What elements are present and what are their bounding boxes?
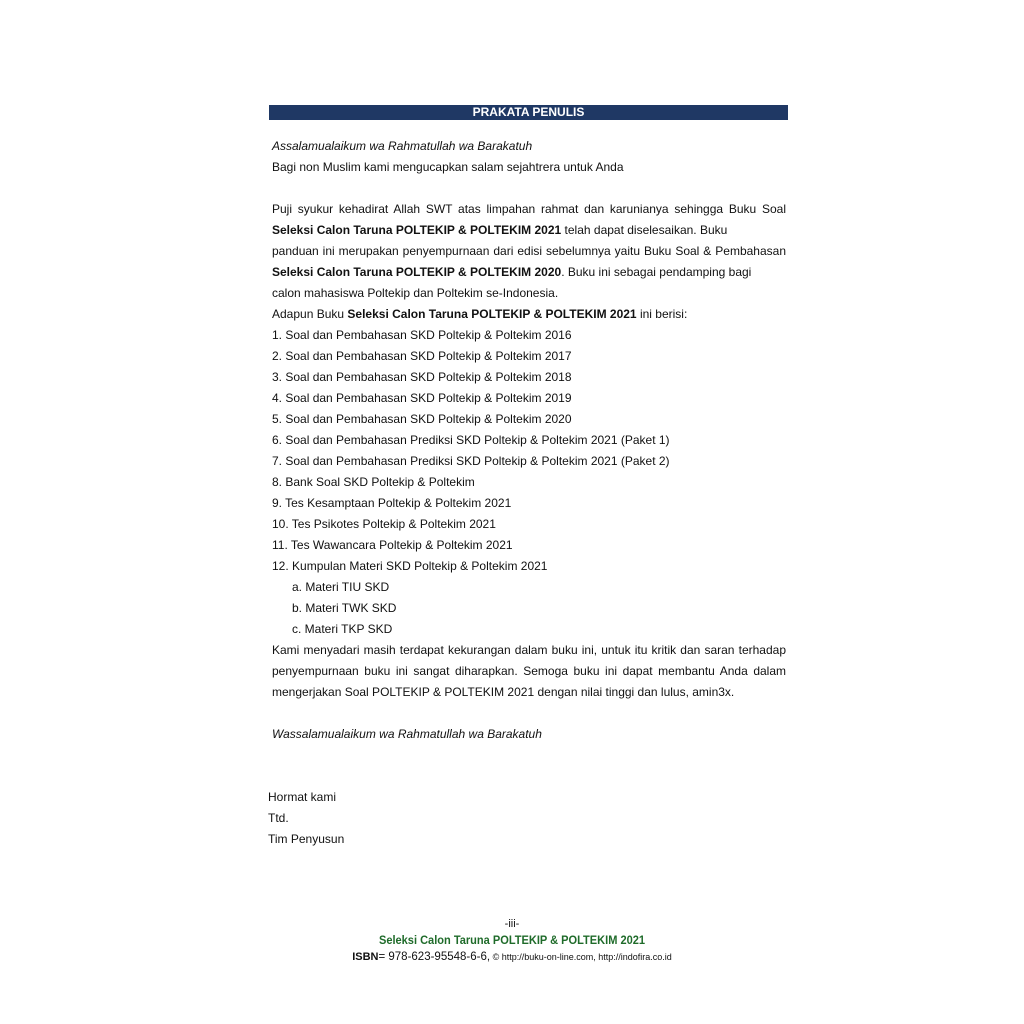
list-item: 6. Soal dan Pembahasan Prediksi SKD Poltekip & Poltekim 2021 (Paket 1) <box>272 433 670 447</box>
signature-signed: Ttd. <box>268 811 289 825</box>
book-title-2021: Seleksi Calon Taruna POLTEKIP & POLTEKIM 2021 <box>272 223 562 237</box>
footer-book-title: Seleksi Calon Taruna POLTEKIP & POLTEKIM 2021 <box>378 933 646 947</box>
sublist-item: b. Materi TWK SKD <box>292 601 397 615</box>
paragraph-1-line-4 <box>272 265 786 279</box>
page-title: PRAKATA PENULIS <box>269 105 788 120</box>
paragraph-1-line-2 <box>272 223 786 237</box>
list-item: 7. Soal dan Pembahasan Prediksi SKD Poltekip & Poltekim 2021 (Paket 2) <box>272 454 670 468</box>
contents-intro <box>272 307 786 321</box>
book-title-2020: Seleksi Calon Taruna POLTEKIP & POLTEKIM 2020 <box>272 265 562 279</box>
footer-isbn <box>0 951 1024 964</box>
paragraph-1-line-4-rest: . Buku ini sebagai pendamping bagi <box>561 265 752 279</box>
paragraph-1-line-1: Puji syukur kehadirat Allah SWT atas limpahan rahmat dan karunianya sehingga Buku Soal <box>272 202 786 216</box>
greeting: Assalamualaikum wa Rahmatullah wa Barakatuh <box>272 139 533 153</box>
contents-intro-book-title: Seleksi Calon Taruna POLTEKIP & POLTEKIM 2021 <box>347 307 637 321</box>
list-item: 1. Soal dan Pembahasan SKD Poltekip & Poltekim 2016 <box>272 328 572 342</box>
contents-intro-pre: Adapun Buku <box>272 307 348 321</box>
signature-regards: Hormat kami <box>268 790 337 804</box>
page-number: -iii- <box>504 918 520 930</box>
closing-line-2: penyempurnaan buku ini sangat diharapkan. Semoga buku ini dapat membantu Anda dalam <box>272 664 786 678</box>
paragraph-1-line-2-rest: telah dapat diselesaikan. Buku <box>561 223 728 237</box>
paragraph-1-line-3: panduan ini merupakan penyempurnaan dari edisi sebelumnya yaitu Buku Soal & Pembahasan <box>272 244 786 258</box>
isbn-label: ISBN <box>352 951 379 963</box>
list-item: 2. Soal dan Pembahasan SKD Poltekip & Poltekim 2017 <box>272 349 572 363</box>
list-item: 3. Soal dan Pembahasan SKD Poltekip & Poltekim 2018 <box>272 370 572 384</box>
greeting-non-muslim: Bagi non Muslim kami mengucapkan salam sejahtrera untuk Anda <box>272 160 624 174</box>
list-item: 10. Tes Psikotes Poltekip & Poltekim 2021 <box>272 517 496 531</box>
list-item: 11. Tes Wawancara Poltekip & Poltekim 2021 <box>272 538 513 552</box>
paragraph-1-line-5: calon mahasiswa Poltekip dan Poltekim se-Indonesia. <box>272 286 559 300</box>
sublist-item: c. Materi TKP SKD <box>292 622 393 636</box>
list-item: 4. Soal dan Pembahasan SKD Poltekip & Poltekim 2019 <box>272 391 572 405</box>
sublist-item: a. Materi TIU SKD <box>292 580 390 594</box>
closing-line-1: Kami menyadari masih terdapat kekurangan dalam buku ini, untuk itu kritik dan saran terhadap <box>272 643 786 657</box>
list-item: 9. Tes Kesamptaan Poltekip & Poltekim 2021 <box>272 496 512 510</box>
isbn-value: = 978-623-95548-6-6, <box>378 951 491 963</box>
copyright-links: © http://buku-on-line.com, http://indofira.co.id <box>490 952 672 962</box>
closing-line-3: mengerjakan Soal POLTEKIP & POLTEKIM 2021 dengan nilai tinggi dan lulus, amin3x. <box>272 685 735 699</box>
contents-intro-post: ini berisi: <box>636 307 688 321</box>
list-item: 5. Soal dan Pembahasan SKD Poltekip & Poltekim 2020 <box>272 412 572 426</box>
list-item: 12. Kumpulan Materi SKD Poltekip & Poltekim 2021 <box>272 559 548 573</box>
signature-author: Tim Penyusun <box>268 832 345 846</box>
list-item: 8. Bank Soal SKD Poltekip & Poltekim <box>272 475 475 489</box>
farewell: Wassalamualaikum wa Rahmatullah wa Barakatuh <box>272 727 542 741</box>
